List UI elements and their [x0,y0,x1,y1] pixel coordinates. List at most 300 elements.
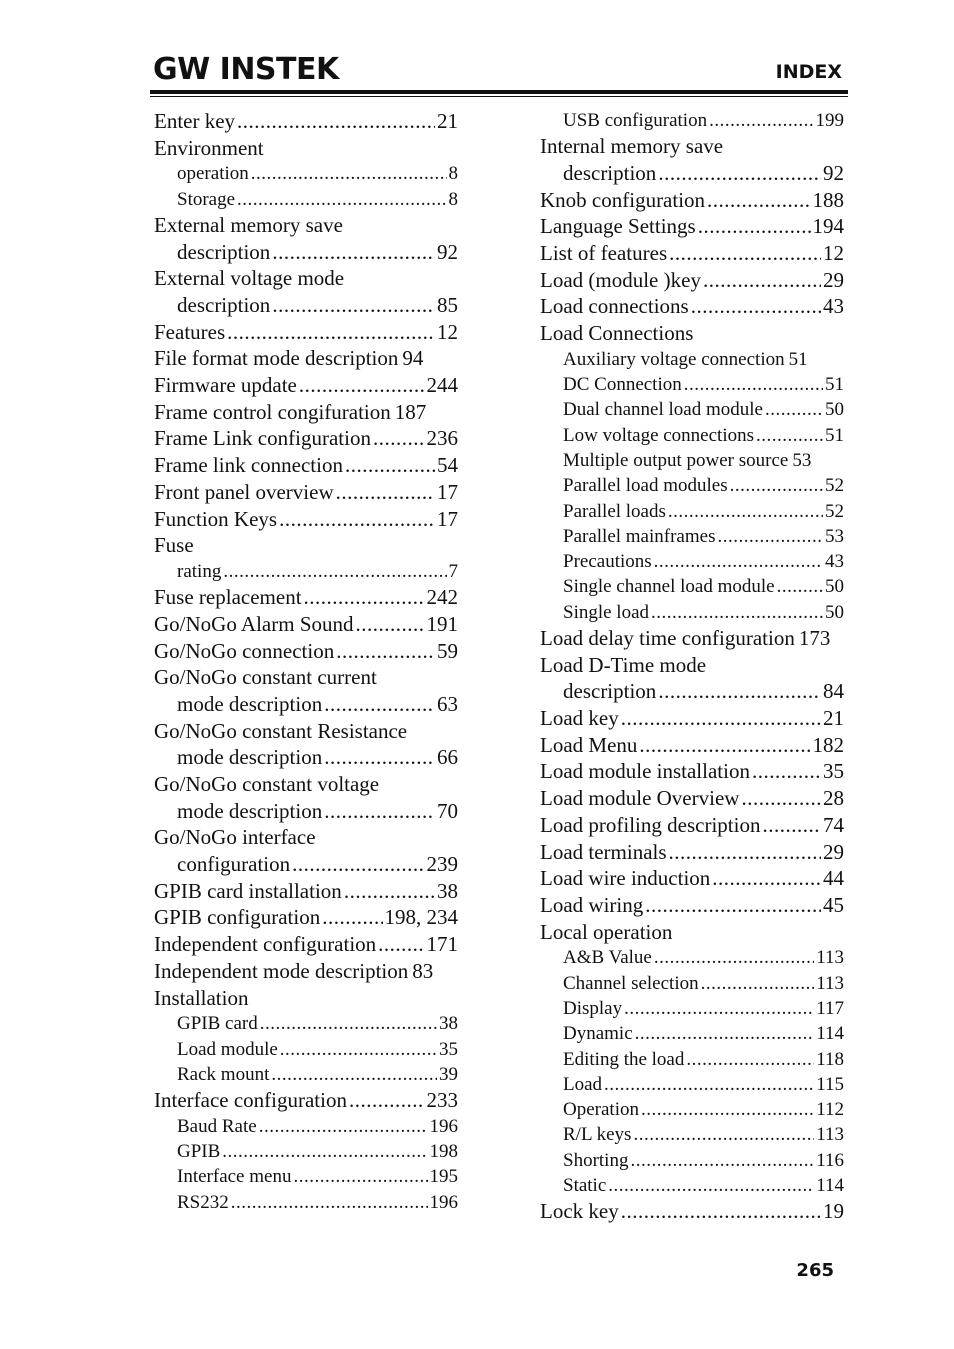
dot-leader [712,865,821,892]
dot-leader [741,785,821,812]
dot-leader [756,423,823,448]
index-subentry [154,1139,458,1164]
index-subentry [540,678,844,705]
entry-term: Low voltage connections [563,424,755,446]
entry-page-ref: 236 [426,426,458,451]
entry-term: DC Connection [563,374,682,396]
entry-page-ref: 43 [823,294,844,319]
index-subentry [154,1114,458,1139]
entry-term: Go/NoGo connection [154,638,335,663]
index-entry [154,611,458,638]
entry-term: description [563,160,657,185]
entry-page-ref: 38 [437,878,458,903]
entry-page-ref: 12 [823,241,844,266]
index-entry [154,399,458,426]
dot-leader [701,971,815,996]
entry-page-ref: 17 [437,479,458,504]
entry-term: Static [563,1174,607,1196]
dot-leader [227,319,435,346]
index-entry [154,584,458,611]
entry-page-ref: 50 [825,399,844,421]
entry-page-ref: 113 [816,972,844,994]
index-entry [154,479,458,506]
entry-page-ref: 191 [426,611,458,636]
index-entry [154,345,458,372]
entry-page-ref: 196 [429,1115,458,1137]
entry-term: Load terminals [540,839,667,864]
entry-term: Interface configuration [154,1088,347,1113]
index-column-left [154,108,458,1215]
dot-leader [608,1173,814,1198]
entry-page-ref: 115 [816,1073,844,1095]
entry-page-ref: 182 [812,732,844,757]
dot-leader [344,878,435,905]
entry-page-ref: 50 [825,601,844,623]
index-heading: Go/NoGo constant current [154,665,377,690]
entry-term: Load (module )key [540,267,701,292]
dot-leader [304,584,425,611]
entry-term: Auxiliary voltage connection [563,348,785,370]
index-entry [540,892,844,919]
dot-leader [686,1047,814,1072]
index-subentry [540,1122,844,1147]
dot-leader [223,559,446,584]
entry-page-ref: 35 [439,1038,458,1060]
dot-leader [231,1190,428,1215]
index-heading: Go/NoGo interface [154,825,316,850]
dot-leader [703,267,821,294]
index-entry [540,865,844,892]
index-entry [540,732,844,759]
index-subentry [540,945,844,970]
entry-term: Load delay time configuration [540,626,795,651]
entry-page-ref: 29 [823,267,844,292]
entry-term: GPIB card [177,1013,258,1035]
dot-leader [633,1122,814,1147]
index-subentry [540,1148,844,1173]
dot-leader [345,452,435,479]
entry-term: USB configuration [563,110,708,131]
index-heading: External memory save [154,212,343,237]
dot-leader [237,108,435,135]
entry-page-ref: 239 [426,852,458,877]
entry-term: Display [563,997,623,1019]
index-subentry [540,549,844,574]
index-subentry [154,239,458,266]
index-entry [154,506,458,533]
entry-term: description [563,679,657,704]
dot-leader [356,611,425,638]
entry-term: Single load [563,601,650,623]
entry-page-ref: 113 [816,1124,844,1146]
index-entry [540,812,844,839]
dot-leader [707,187,810,214]
index-heading: Local operation [540,919,673,944]
dot-leader [293,1164,427,1189]
entry-term: Load Menu [540,732,638,757]
entry-term: Enter key [154,108,236,133]
entry-page-ref: 114 [816,1023,844,1045]
entry-page-ref: 188 [812,187,844,212]
entry-page-ref: 8 [448,163,458,185]
entry-page-ref: 84 [823,679,844,704]
dot-leader [765,397,823,422]
entry-page-ref: 51 [788,348,808,370]
entry-page-ref: 195 [429,1166,458,1188]
entry-term: Load profiling description [540,812,761,837]
dot-leader [730,473,823,498]
dot-leader [777,574,823,599]
entry-term: Lock key [540,1199,619,1224]
index-entry [154,425,458,452]
dot-leader [324,798,435,825]
index-subentry [154,1164,458,1189]
entry-term: List of features [540,241,668,266]
index-subentry [540,1047,844,1072]
index-subentry [154,691,458,718]
entry-page-ref: 63 [437,691,458,716]
entry-term: Load wiring [540,892,644,917]
index-subentry [154,292,458,319]
index-entry [154,319,458,346]
header-rule-thin [150,96,848,97]
entry-page-ref: 38 [439,1013,458,1035]
index-entry [540,267,844,294]
entry-term: mode description [177,798,323,823]
entry-term: Storage [177,188,236,210]
dot-leader [251,161,447,186]
entry-term: Shorting [563,1149,629,1171]
dot-leader [324,744,435,771]
index-subentry [540,347,844,372]
entry-page-ref: 70 [437,798,458,823]
entry-term: Parallel load modules [563,475,728,497]
entry-page-ref: 53 [825,525,844,547]
entry-term: Frame link connection [154,453,343,478]
entry-term: Go/NoGo Alarm Sound [154,611,354,636]
entry-term: Parallel loads [563,500,666,522]
dot-leader [259,1114,428,1139]
dot-leader [669,240,821,267]
entry-page-ref: 39 [439,1063,458,1085]
index-subentry [540,448,844,473]
index-entry [154,638,458,665]
entry-term: Independent mode description [154,958,409,983]
entry-page-ref: 114 [816,1174,844,1196]
entry-term: description [177,293,271,318]
entry-page-ref: 59 [437,638,458,663]
entry-page-ref: 19 [823,1199,844,1224]
dot-leader [762,812,821,839]
index-subentry [540,574,844,599]
entry-term: GPIB [177,1141,221,1163]
dot-leader [279,506,435,533]
dot-leader [691,293,821,320]
index-column-right [540,108,844,1225]
entry-page-ref: 112 [816,1099,844,1121]
dot-leader [645,892,821,919]
index-subentry [540,1097,844,1122]
entry-page-ref: 29 [823,839,844,864]
entry-term: mode description [177,745,323,770]
entry-page-ref: 244 [426,373,458,398]
entry-term: Fuse replacement [154,585,302,610]
entry-page-ref: 198 [429,1141,458,1163]
entry-page-ref: 52 [825,500,844,522]
entry-page-ref: 116 [816,1149,844,1171]
entry-page-ref: 117 [816,997,844,1019]
brand-logo: GW INSTEK [153,52,339,87]
index-entry [154,904,458,931]
index-heading: External voltage mode [154,266,345,291]
index-subentry [540,108,844,133]
index-heading: Fuse [154,533,194,558]
entry-term: Load key [540,706,619,731]
index-entry [540,1198,844,1225]
entry-page-ref: 21 [823,706,844,731]
index-subentry [540,524,844,549]
index-subentry [540,160,844,187]
entry-term: Multiple output power source [563,449,789,471]
dot-leader [621,1198,821,1225]
index-subentry [154,744,458,771]
entry-term: GPIB card installation [154,878,342,903]
index-subentry [540,397,844,422]
entry-term: Front panel overview [154,479,334,504]
index-subentry [540,499,844,524]
dot-leader [752,758,821,785]
dot-leader [639,732,810,759]
dot-leader [635,1021,815,1046]
index-subentry [154,187,458,212]
dot-leader [373,425,425,452]
entry-page-ref: 44 [823,866,844,891]
index-subentry [154,1011,458,1036]
dot-leader [272,239,435,266]
index-subentry [540,1072,844,1097]
dot-leader [698,213,811,240]
index-heading: Environment [154,135,264,160]
dot-leader [658,160,821,187]
dot-leader [630,1148,814,1173]
index-entry [540,785,844,812]
entry-page-ref: 118 [816,1048,844,1070]
dot-leader [668,499,823,524]
entry-term: operation [177,163,249,185]
index-heading: Go/NoGo constant voltage [154,772,380,797]
index-subentry [540,473,844,498]
header-rule [150,90,848,94]
dot-leader [272,292,435,319]
entry-page-ref: 66 [437,745,458,770]
entry-page-ref: 7 [448,560,458,582]
entry-page-ref: 233 [426,1088,458,1113]
entry-term: Load wire induction [540,866,711,891]
dot-leader [604,1072,814,1097]
index-heading: Load Connections [540,321,694,346]
dot-leader [717,524,823,549]
entry-term: Function Keys [154,506,278,531]
entry-term: Parallel mainframes [563,525,716,547]
dot-leader [299,372,425,399]
index-entry [154,958,458,985]
index-subentry [154,1190,458,1215]
entry-page-ref: 28 [823,786,844,811]
entry-term: Precautions [563,551,652,573]
entry-page-ref: 242 [426,585,458,610]
dot-leader [271,1062,437,1087]
index-subentry [540,372,844,397]
dot-leader [280,1037,437,1062]
dot-leader [624,996,814,1021]
dot-leader [669,839,821,866]
entry-term: Operation [563,1099,639,1121]
index-subentry [154,559,458,584]
entry-page-ref: 94 [402,346,424,371]
index-heading: Internal memory save [540,134,724,159]
dot-leader [651,600,823,625]
dot-leader [654,945,814,970]
index-entry [540,293,844,320]
entry-term: mode description [177,691,323,716]
entry-page-ref: 92 [823,160,844,185]
index-entry [154,108,458,135]
entry-page-ref: 53 [792,449,812,471]
entry-page-ref: 21 [437,108,458,133]
entry-page-ref: 8 [448,188,458,210]
entry-term: Firmware update [154,373,297,398]
entry-term: rating [177,560,222,582]
entry-page-ref: 52 [825,475,844,497]
entry-term: Knob configuration [540,187,706,212]
entry-page-ref: 113 [816,947,844,969]
entry-term: File format mode description [154,346,399,371]
dot-leader [336,638,435,665]
entry-term: Language Settings [540,214,696,239]
index-subentry [154,851,458,878]
dot-leader [336,479,435,506]
index-subentry [540,600,844,625]
dot-leader [322,904,382,931]
index-heading: Installation [154,985,249,1010]
index-heading: Go/NoGo constant Resistance [154,718,408,743]
entry-page-ref: 194 [812,214,844,239]
entry-page-ref: 173 [798,626,831,651]
entry-page-ref: 17 [437,506,458,531]
index-subentry [540,423,844,448]
entry-term: Channel selection [563,972,699,994]
dot-leader [654,549,823,574]
entry-term: Dynamic [563,1023,633,1045]
entry-term: Single channel load module [563,576,775,598]
entry-page-ref: 92 [437,239,458,264]
entry-page-ref: 198, 234 [384,905,458,930]
entry-page-ref: 85 [437,293,458,318]
dot-leader [621,705,821,732]
entry-term: R/L keys [563,1124,632,1146]
index-entry [540,625,844,652]
entry-page-ref: 51 [825,424,844,446]
index-subentry [540,1021,844,1046]
entry-page-ref: 43 [825,551,844,573]
entry-term: Editing the load [563,1048,685,1070]
index-entry [540,213,844,240]
dot-leader [658,678,821,705]
index-entry [540,839,844,866]
entry-term: RS232 [177,1191,229,1213]
entry-page-ref: 187 [394,399,427,424]
index-subentry [540,971,844,996]
index-heading: Load D-Time mode [540,652,707,677]
index-subentry [154,161,458,186]
entry-term: GPIB configuration [154,905,321,930]
entry-page-ref: 196 [429,1191,458,1213]
dot-leader [222,1139,427,1164]
entry-term: Interface menu [177,1166,292,1188]
index-entry [154,931,458,958]
entry-term: Load module Overview [540,786,740,811]
dot-leader [324,691,435,718]
entry-term: Load module [177,1038,278,1060]
entry-term: Load module installation [540,759,750,784]
page-number: 265 [796,1260,834,1281]
index-entry [540,759,844,786]
entry-page-ref: 45 [823,892,844,917]
index-entry [540,705,844,732]
dot-leader [684,372,823,397]
entry-term: Features [154,319,226,344]
entry-page-ref: 54 [437,453,458,478]
section-title: INDEX [775,61,842,83]
dot-leader [260,1011,437,1036]
dot-leader [292,851,424,878]
entry-page-ref: 199 [815,110,844,131]
entry-term: Independent configuration [154,932,377,957]
entry-term: Frame control congifuration [154,399,391,424]
index-entry [540,187,844,214]
dot-leader [237,187,446,212]
entry-term: Rack mount [177,1063,270,1085]
entry-term: A&B Value [563,947,652,969]
entry-page-ref: 51 [825,374,844,396]
index-subentry [154,798,458,825]
dot-leader [378,931,424,958]
index-entry [540,240,844,267]
entry-page-ref: 171 [426,932,458,957]
index-entry [154,452,458,479]
index-subentry [540,1173,844,1198]
index-entry [154,372,458,399]
entry-page-ref: 50 [825,576,844,598]
dot-leader [709,108,813,133]
index-subentry [154,1037,458,1062]
dot-leader [641,1097,814,1122]
entry-page-ref: 74 [823,812,844,837]
dot-leader [349,1087,425,1114]
entry-term: Baud Rate [177,1115,257,1137]
entry-page-ref: 83 [412,958,434,983]
index-subentry [154,1062,458,1087]
entry-term: Load connections [540,294,689,319]
entry-term: Frame Link configuration [154,426,371,451]
index-entry [154,878,458,905]
entry-term: Load [563,1073,603,1095]
entry-page-ref: 12 [437,319,458,344]
index-subentry [540,996,844,1021]
entry-page-ref: 35 [823,759,844,784]
entry-term: configuration [177,852,291,877]
entry-term: description [177,239,271,264]
